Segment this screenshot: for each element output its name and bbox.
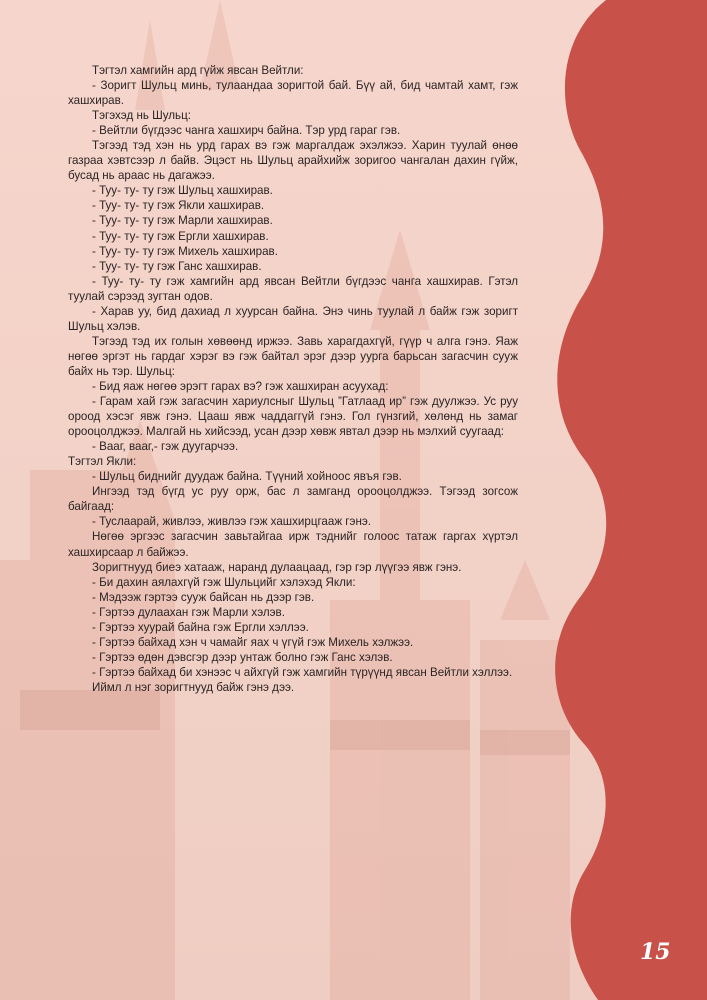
paragraph: - Туслаарай, живлээ, живлээ гэж хашхирцгааж гэнэ. xyxy=(92,515,371,529)
paragraph: - Шульц биднийг дуудаж байна. Түүний хойноос явъя гэв. xyxy=(92,470,402,484)
paragraph: - Туу- ту- ту гэж Якли хашхирав. xyxy=(92,199,265,213)
paragraph: - Зоригт Шульц минь, тулаандаа зоригтой бай. Бүү ай, бид чамтай хамт, гэж хашхирав. xyxy=(68,79,518,108)
paragraph: Тэгээд тэд хэн нь урд гарах вэ гэж маргалдаж эхэлжээ. Харин туулай өнөө газраа хэвтсээр л байв. Эцэст нь Шульц арайхийж зоригоо чангалан дахин гүйж, бусад нь араас нь дагажээ. xyxy=(68,139,518,183)
paragraph: Нөгөө эргээс загасчин завьтайгаа ирж тэднийг голоос татаж гаргах хүртэл хашхирсаар л байжээ. xyxy=(68,530,518,559)
paragraph: - Туу- ту- ту гэж Марли хашхирав. xyxy=(92,214,273,228)
paragraph: - Гэртээ байхад би хэнээс ч айхгүй гэж хамгийн түрүүнд явсан Вейтли хэллээ. xyxy=(92,665,513,679)
paragraph: Ингээд тэд бүгд ус руу орж, бас л замганд орооцолджээ. Тэгээд зогсож байгаад: xyxy=(68,485,518,514)
paragraph: - Гэртээ өдөн дэвсгэр дээр унтаж болно гэж Ганс хэлэв. xyxy=(92,650,393,664)
paragraph: Тэгэхэд нь Шульц: xyxy=(92,109,191,123)
paragraph: - Туу- ту- ту гэж Михель хашхирав. xyxy=(92,244,278,258)
paragraph: Тэгээд тэд их голын хөвөөнд иржээ. Завь харагдахгүй, гүүр ч алга гэнэ. Яаж нөгөө эргэт нь гардаг хэрэг вэ гэж байтал эрэг дээр уурга барьсан загасчин сууж байх нь тэр. Шульц: xyxy=(68,334,518,378)
paragraph: - Вейтли бүгдээс чанга хашхирч байна. Тэр урд гараг гэв. xyxy=(92,124,401,138)
paragraph: Зоригтнууд биеэ хатааж, наранд дулаацаад, гэр гэр лүүгээ явж гэнэ. xyxy=(92,560,462,574)
paragraph: Тэгтэл Якли: xyxy=(68,455,137,469)
paragraph: - Гэртээ хуурай байна гэж Ергли хэллээ. xyxy=(92,620,309,634)
paragraph: - Туу- ту- ту гэж Ергли хашхирав. xyxy=(92,229,269,243)
paragraph: - Туу- ту- ту гэж Шульц хашхирав. xyxy=(92,184,273,198)
paragraph: Иймл л нэг зоригтнууд байж гэнэ дээ. xyxy=(92,680,295,694)
paragraph: Тэгтэл хамгийн ард гүйж явсан Вейтли: xyxy=(92,64,304,77)
paragraph: - Гэртээ байхад хэн ч чамайг яах ч үгүй гэж Михель хэлжээ. xyxy=(92,635,414,649)
paragraph: - Бид яаж нөгөө эрэгт гарах вэ? гэж хашхиран асуухад: xyxy=(92,379,389,393)
paragraph: - Туу- ту- ту гэж хамгийн ард явсан Вейтли бүгдээс чанга хашхирав. Гэтэл туулай сэрээд зугтан одов. xyxy=(68,274,518,303)
paragraph: - Вааг, вааг,- гэж дуугарчээ. xyxy=(92,440,239,454)
paragraph: - Би дахин аялахгүй гэж Шульцийг хэлэхэд Якли: xyxy=(92,575,356,589)
story-text xyxy=(68,63,518,695)
paragraph: - Туу- ту- ту гэж Ганс хашхирав. xyxy=(92,259,262,273)
paragraph: - Гарам хай гэж загасчин хариулсныг Шульц ”Гатлаад ир” гэж дуулжээ. Ус руу ороод хэсэг явж гэнэ. Цааш явж чаддаггүй гэнэ. Гол гүнзгий, хөлөнд нь замаг орооцолджээ. Малгай нь хийсээд, усан дээр хөвж явтал дээр нь мэлхий суугаад: xyxy=(68,395,518,439)
paragraph: - Мэдээж гэртээ сууж байсан нь дээр гэв. xyxy=(92,590,315,604)
page-number: 15 xyxy=(640,939,671,965)
paragraph: - Харав уу, бид дахиад л хуурсан байна. Энэ чинь туулай л байж гэж зоригт Шульц хэлэв. xyxy=(68,304,518,333)
paragraph: - Гэртээ дулаахан гэж Марли хэлэв. xyxy=(92,605,285,619)
